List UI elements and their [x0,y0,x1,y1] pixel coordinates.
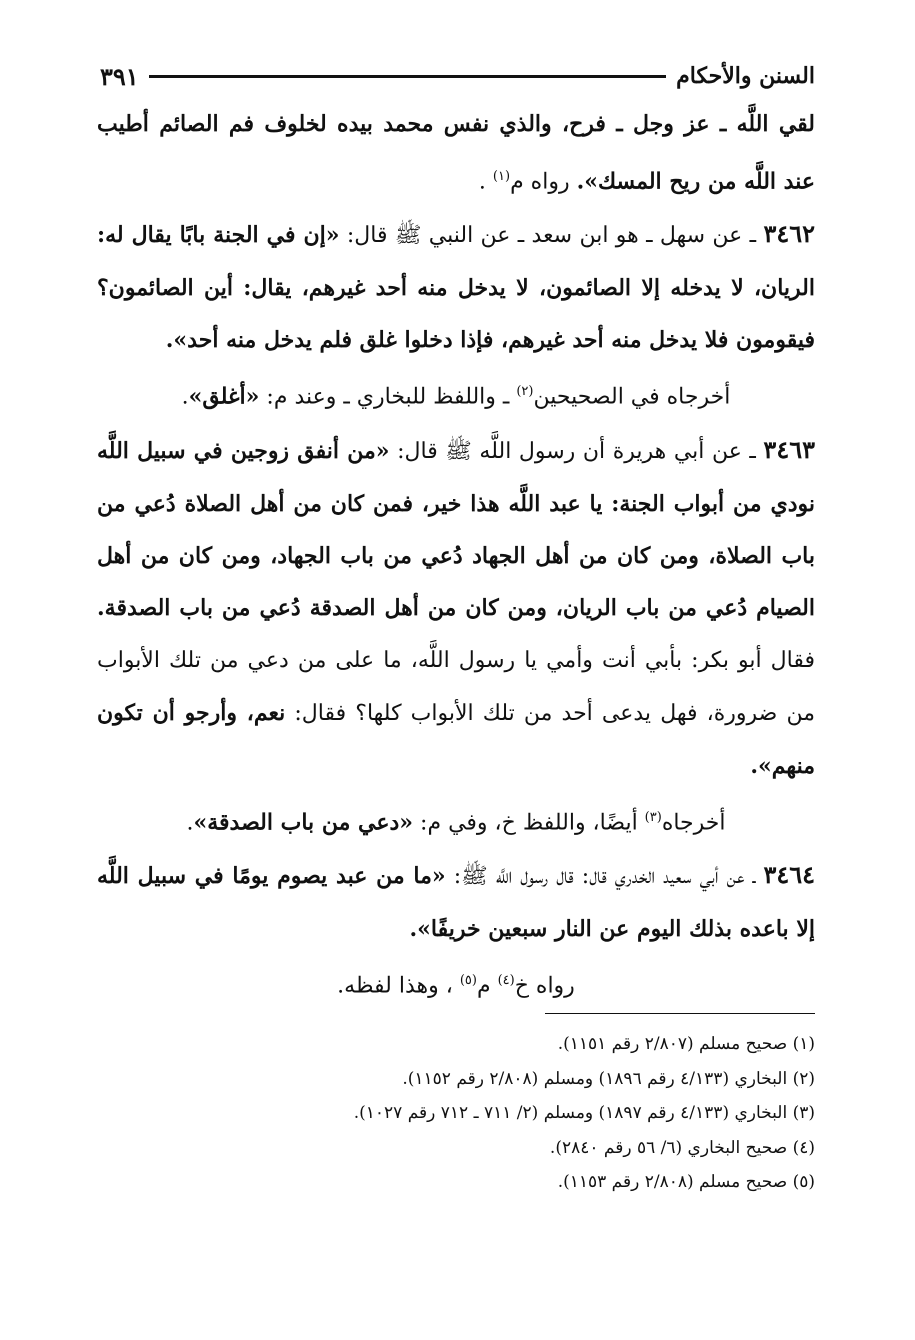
footnote-separator [545,1013,815,1014]
hadith-3463 [97,424,815,792]
footnote-ref: (١) [492,169,511,184]
takhrij-3464 [97,955,815,1012]
narration-text: فقال أبو بكر: بأبي أنت وأمي يا رسول اللَّه، ما على من دعي من تلك الأبواب من ضرورة، فهل يدعى أحد من تلك الأبواب كلها؟ فقال: [97,647,816,726]
main-text [97,98,815,1012]
takhrij-text: ـ واللفظ للبخاري ـ وعند م: [259,384,517,410]
variant-wording: «أغلق» [188,383,260,410]
source-ref: رواه م [510,169,577,195]
isnad: ـ عن سهل ـ هو ابن سعد ـ عن النبي ﷺ قال: [339,223,764,249]
footnote-2: (٢) البخاري (٤/١٣٣ رقم ١٨٩٦) ومسلم (٢/٨٠٨ رقم ١١٥٢). [402,1068,815,1089]
isnad: ـ عن أبي سعيد الخدري قال: قال رسول اللَّه ﷺ: [445,863,764,889]
hadith-continuation [97,98,815,208]
hadith-number: ٣٤٦٤ [763,859,815,889]
hadith-number: ٣٤٦٢ [763,219,815,249]
takhrij-text: م [476,973,498,999]
hadith-text: «ما من عبد يصوم يومًا في سبيل اللَّه إلا باعده بذلك اليوم عن النار سبعين خريفًا». [97,862,815,942]
takhrij-3462 [97,366,815,423]
footnote-5: (٥) صحيح مسلم (٢/٨٠٨ رقم ١١٥٣). [557,1172,815,1192]
running-title: السنن والأحكام [676,63,815,89]
hadith-text: «من أنفق زوجين في سبيل اللَّه نودي من أبواب الجنة: يا عبد اللَّه هذا خير، فمن كان من أهل الصلاة دُعي من باب الصلاة، ومن كان من أهل الجهاد دُعي من باب الجهاد، ومن كان من أهل الصيام دُعي من باب الريان، ومن كان من أهل الصدقة دُعي من باب الصدقة. [97,437,815,621]
takhrij-text: أيضًا، واللفظ خ، وفي م: [413,809,645,835]
footnote-ref: (٢) [516,384,534,400]
footnote-ref: (٤) [497,972,515,988]
punctuation: . [181,384,189,410]
running-header [100,58,815,94]
takhrij-text: رواه خ [514,973,575,999]
hadith-text: «إن في الجنة بابًا يقال له: الريان، لا يدخله إلا الصائمون، لا يدخل منه أحد غيرهم، يقال: أين الصائمون؟ فيقومون فلا يدخل منه أحد غيرهم، فإذا دخلوا غلق فلم يدخل منه أحد». [97,222,815,354]
footnote-ref: (٥) [459,972,477,988]
takhrij-text: أخرجاه في الصحيحين [533,384,731,410]
footnote-1: (١) صحيح مسلم (٢/٨٠٧ رقم ١١٥١). [557,1034,815,1054]
isnad: ـ عن أبي هريرة أن رسول اللَّه ﷺ قال: [389,438,764,464]
takhrij-text: أخرجاه [661,809,726,835]
footnote-ref: (٣) [644,809,662,825]
footnote-4: (٤) صحيح البخاري (٦/ ٥٦ رقم ٢٨٤٠). [549,1137,815,1158]
page-number: ٣٩١ [100,61,139,91]
punctuation: . [478,169,493,195]
punctuation: . [186,809,194,835]
hadith-text: نعم، وأرجو أن تكون منهم». [97,699,815,779]
hadith-number: ٣٤٦٣ [763,434,815,464]
hadith-text: لقي اللَّه ـ عز وجل ـ فرح، والذي نفس محمد بيده لخلوف فم الصائم أطيب عند اللَّه من ريح المسك». [97,111,815,195]
footnotes [97,1027,815,1200]
hadith-3464 [97,849,815,955]
takhrij-text: ، وهذا لفظه. [337,973,460,999]
variant-wording: «دعي من باب الصدقة» [193,808,414,835]
hadith-3462 [97,208,815,366]
header-rule [149,75,666,78]
takhrij-3463 [97,792,815,849]
footnote-3: (٣) البخاري (٤/١٣٣ رقم ١٨٩٧) ومسلم (٢/ ٧١١ ـ ٧١٢ رقم ١٠٢٧). [353,1103,815,1123]
